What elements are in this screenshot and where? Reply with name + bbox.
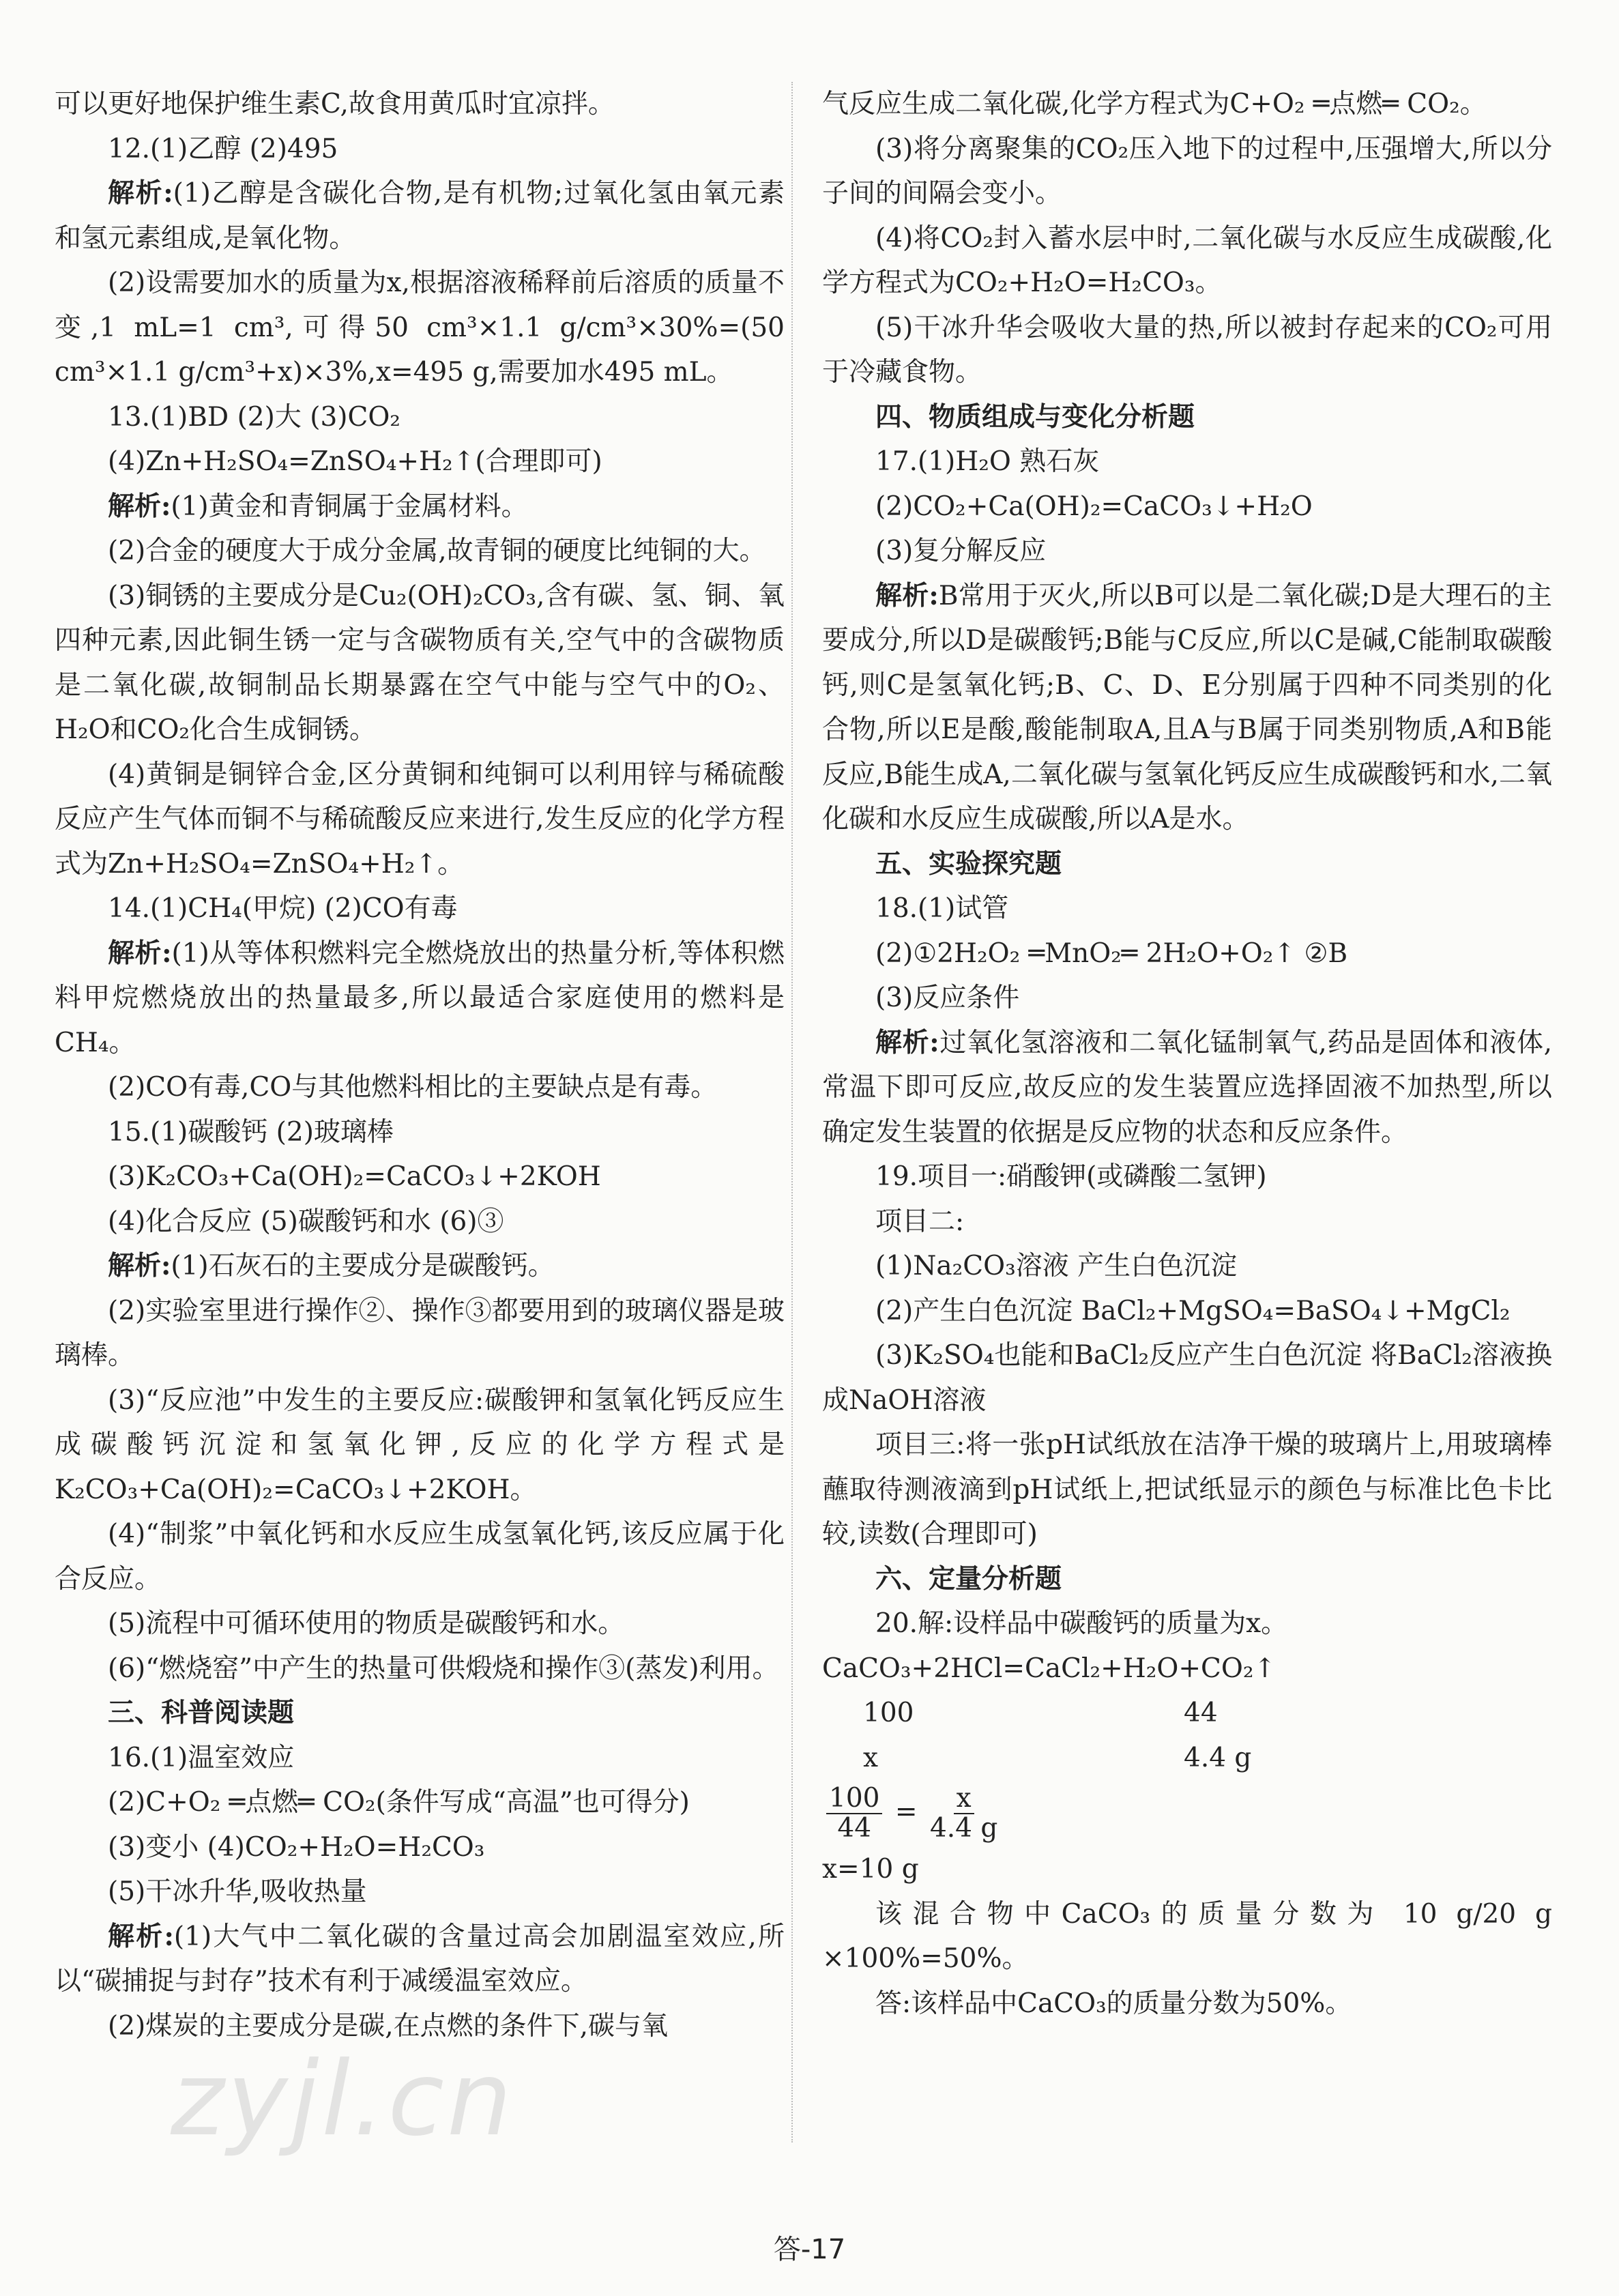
- analysis-label: 解析:: [108, 1250, 171, 1281]
- analysis-label: 解析:: [108, 177, 173, 209]
- section-heading: 六、定量分析题: [875, 1563, 1062, 1595]
- paragraph: (3)K₂SO₄也能和BaCl₂反应产生白色沉淀 将BaCl₂溶液换成NaOH溶液: [822, 1340, 1552, 1416]
- watermark: zyjl.cn: [171, 2040, 515, 2159]
- analysis-label: 解析:: [108, 490, 171, 522]
- equals-sign: =: [886, 1797, 926, 1827]
- paragraph: 14.(1)CH₄(甲烷) (2)CO有毒: [108, 893, 458, 924]
- analysis-text: (1)石灰石的主要成分是碳酸钙。: [171, 1251, 555, 1281]
- paragraph: 12.(1)乙醇 (2)495: [108, 133, 338, 164]
- right-column: [822, 82, 1552, 2026]
- paragraph: (3)反应条件: [875, 983, 1020, 1013]
- paragraph: (4)将CO₂封入蓄水层中时,二氧化碳与水反应生成碳酸,化学方程式为CO₂+H₂O=H₂CO₃。: [822, 222, 1552, 298]
- value-left: 100: [863, 1698, 914, 1728]
- analysis-paragraph: [822, 574, 1552, 842]
- value-right: 4.4 g: [1184, 1742, 1252, 1773]
- analysis-label: 解析:: [875, 1026, 939, 1058]
- left-column: [55, 82, 785, 2048]
- paragraph: 项目二:: [875, 1206, 965, 1237]
- paragraph: (2)C+O₂ ═点燃═ CO₂(条件写成“高温”也可得分): [108, 1787, 690, 1818]
- paragraph: (2)设需要加水的质量为x,根据溶液稀释前后溶质的质量不变,1 mL=1 cm³,可得50 cm³×1.1 g/cm³×30%=(50 cm³×1.1 g/cm³+x)×3%,x=495 g,需要加水495 mL。: [55, 267, 785, 388]
- paragraph: (4)Zn+H₂SO₄=ZnSO₄+H₂↑(合理即可): [108, 446, 602, 477]
- section-heading: 三、科普阅读题: [108, 1697, 295, 1728]
- paragraph: (4)“制浆”中氧化钙和水反应生成氢氧化钙,该反应属于化合反应。: [55, 1519, 785, 1595]
- analysis-paragraph: [55, 1244, 785, 1289]
- denominator: 44: [837, 1813, 872, 1844]
- analysis-paragraph: [55, 1915, 785, 2004]
- paragraph: (2)CO₂+Ca(OH)₂=CaCO₃↓+H₂O: [875, 491, 1313, 522]
- paragraph: 气反应生成二氧化碳,化学方程式为C+O₂ ═点燃═ CO₂。: [822, 89, 1487, 119]
- paragraph: (2)CO有毒,CO与其他燃料相比的主要缺点是有毒。: [108, 1072, 718, 1103]
- column-divider: [791, 82, 793, 2142]
- analysis-text: B常用于灭火,所以B可以是二氧化碳;D是大理石的主要成分,所以D是碳酸钙;B能与C反应,所以C是碱,C能制取碳酸钙,则C是氢氧化钙;B、C、D、E分别属于四种不同类别的化合物,所以E是酸,酸能制取A,且A与B属于同类别物质,A和B能反应,B能生成A,二氧化碳与氢氧化钙反应生成碳酸钙和水,二氧化碳和水反应生成碳酸,所以A是水。: [822, 580, 1552, 834]
- paragraph: (3)将分离聚集的CO₂压入地下的过程中,压强增大,所以分子间的间隔会变小。: [822, 133, 1552, 209]
- paragraph: 答:该样品中CaCO₃的质量分数为50%。: [875, 1988, 1352, 2019]
- paragraph: (3)“反应池”中发生的主要反应:碳酸钾和氢氧化钙反应生成碳酸钙沉淀和氢氧化钾,反应的化学方程式是K₂CO₃+Ca(OH)₂=CaCO₃↓+2KOH。: [55, 1384, 785, 1505]
- paragraph: 13.(1)BD (2)大 (3)CO₂: [108, 401, 400, 433]
- paragraph: (3)复分解反应: [875, 536, 1047, 566]
- paragraph: 18.(1)试管: [875, 893, 1009, 924]
- paragraph: (2)煤炭的主要成分是碳,在点燃的条件下,碳与氧: [108, 2010, 669, 2041]
- analysis-label: 解析:: [108, 1920, 174, 1952]
- paragraph: 可以更好地保护维生素C,故食用黄瓜时宜凉拌。: [55, 89, 615, 119]
- equation-values-row: [822, 1691, 1552, 1736]
- page-number: 答-17: [773, 2234, 846, 2265]
- paragraph: 15.(1)碳酸钙 (2)玻璃棒: [108, 1116, 394, 1148]
- section-heading: 五、实验探究题: [875, 847, 1062, 880]
- analysis-paragraph: [55, 171, 785, 261]
- paragraph: 17.(1)H₂O 熟石灰: [875, 446, 1100, 477]
- numerator: 100: [826, 1784, 882, 1814]
- analysis-label: 解析:: [875, 579, 939, 611]
- paragraph: (3)铜锈的主要成分是Cu₂(OH)₂CO₃,含有碳、氢、铜、氧四种元素,因此铜生锈一定与含碳物质有关,空气中的含碳物质是二氧化碳,故铜制品长期暴露在空气中能与空气中的O₂、H₂O和CO₂化合生成铜锈。: [55, 580, 785, 745]
- fraction: [826, 1784, 882, 1843]
- proportion-equation: [822, 1780, 1552, 1847]
- paragraph: (2)产生白色沉淀 BaCl₂+MgSO₄=BaSO₄↓+MgCl₂: [875, 1295, 1511, 1326]
- analysis-text: (1)黄金和青铜属于金属材料。: [171, 491, 528, 522]
- equation-values-row: [822, 1736, 1552, 1781]
- value-right: 44: [1184, 1698, 1218, 1728]
- paragraph: (4)化合反应 (5)碳酸钙和水 (6)③: [108, 1206, 504, 1237]
- section-heading: 四、物质组成与变化分析题: [875, 401, 1195, 433]
- paragraph: (6)“燃烧窑”中产生的热量可供煅烧和操作③(蒸发)利用。: [108, 1653, 779, 1684]
- paragraph: (5)流程中可循环使用的物质是碳酸钙和水。: [108, 1608, 625, 1639]
- analysis-text: (1)从等体积燃料完全燃烧放出的热量分析,等体积燃料甲烷燃烧放出的热量最多,所以最适合家庭使用的燃料是CH₄。: [55, 938, 785, 1058]
- analysis-paragraph: [55, 931, 785, 1066]
- paragraph: CaCO₃+2HCl=CaCl₂+H₂O+CO₂↑: [822, 1653, 1277, 1684]
- paragraph: x=10 g: [822, 1854, 919, 1885]
- paragraph: 20.解:设样品中碳酸钙的质量为x。: [875, 1608, 1288, 1639]
- paragraph: (4)黄铜是铜锌合金,区分黄铜和纯铜可以利用锌与稀硫酸反应产生气体而铜不与稀硫酸反应来进行,发生反应的化学方程式为Zn+H₂SO₄=ZnSO₄+H₂↑。: [55, 759, 785, 880]
- paragraph: 项目三:将一张pH试纸放在洁净干燥的玻璃片上,用玻璃棒蘸取待测液滴到pH试纸上,把试纸显示的颜色与标准比色卡比较,读数(合理即可): [822, 1429, 1552, 1550]
- paragraph: 该混合物中CaCO₃的质量分数为 10 g/20 g ×100%=50%。: [822, 1898, 1552, 1974]
- paragraph: (2)①2H₂O₂ ═MnO₂═ 2H₂O+O₂↑ ②B: [875, 938, 1348, 969]
- paragraph: (1)Na₂CO₃溶液 产生白色沉淀: [875, 1251, 1238, 1281]
- analysis-paragraph: [55, 484, 785, 529]
- analysis-text: (1)乙醇是含碳化合物,是有机物;过氧化氢由氧元素和氢元素组成,是氧化物。: [55, 178, 785, 254]
- analysis-label: 解析:: [108, 937, 172, 969]
- paragraph: 19.项目一:硝酸钾(或磷酸二氢钾): [875, 1161, 1267, 1192]
- paragraph: (3)变小 (4)CO₂+H₂O=H₂CO₃: [108, 1831, 485, 1863]
- paragraph: (3)K₂CO₃+Ca(OH)₂=CaCO₃↓+2KOH: [108, 1161, 601, 1192]
- paragraph: (5)干冰升华会吸收大量的热,所以被封存起来的CO₂可用于冷藏食物。: [822, 312, 1552, 388]
- paragraph: 16.(1)温室效应: [108, 1742, 295, 1773]
- paragraph: (2)实验室里进行操作②、操作③都要用到的玻璃仪器是玻璃棒。: [55, 1295, 785, 1371]
- denominator: 4.4 g: [929, 1813, 998, 1844]
- paragraph: (2)合金的硬度大于成分金属,故青铜的硬度比纯铜的大。: [108, 536, 766, 566]
- paragraph: (5)干冰升华,吸收热量: [108, 1876, 367, 1907]
- value-left: x: [863, 1742, 878, 1773]
- numerator: x: [954, 1784, 974, 1814]
- analysis-text: 过氧化氢溶液和二氧化锰制氧气,药品是固体和液体,常温下即可反应,故反应的发生装置应选择固液不加热型,所以确定发生装置的依据是反应物的状态和反应条件。: [822, 1027, 1553, 1148]
- analysis-paragraph: [822, 1021, 1552, 1155]
- analysis-text: (1)大气中二氧化碳的含量过高会加剧温室效应,所以“碳捕捉与封存”技术有利于减缓温室效应。: [55, 1921, 785, 1996]
- fraction: [930, 1784, 997, 1843]
